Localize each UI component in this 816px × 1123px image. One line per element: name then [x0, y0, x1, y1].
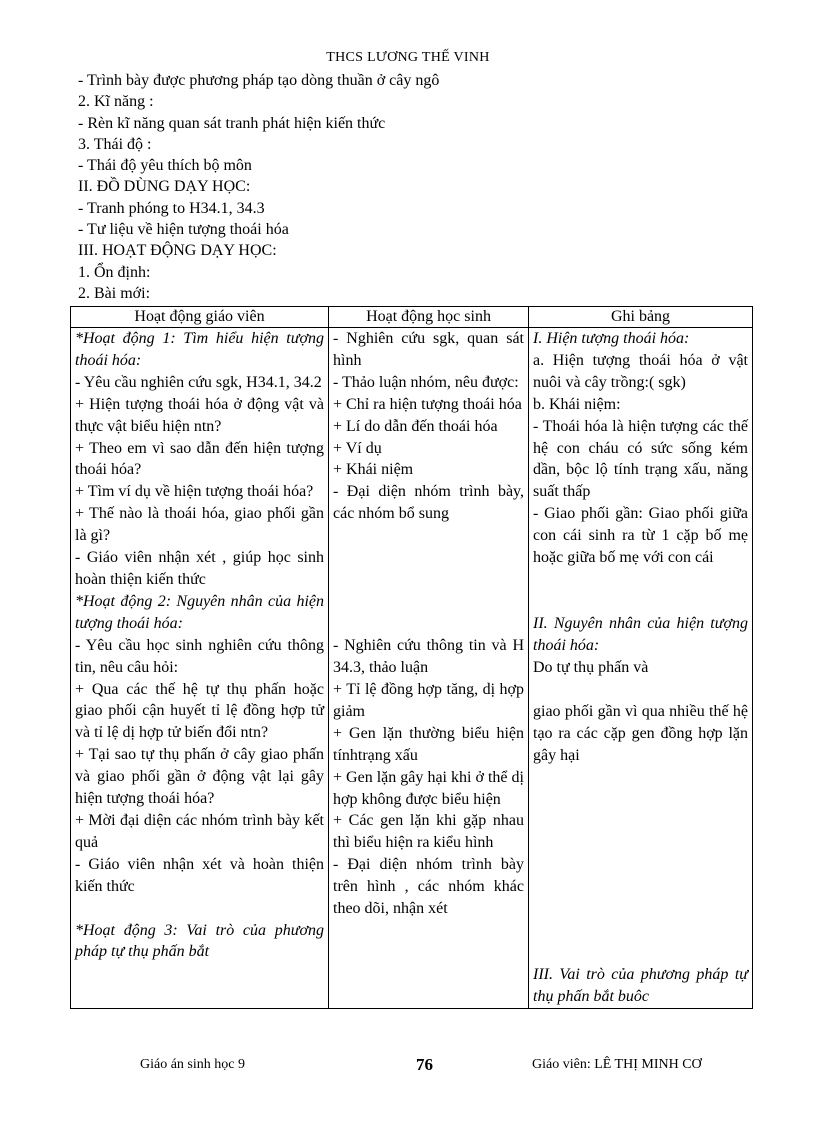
lesson-table: [70, 306, 753, 1009]
teacher-item: - Yêu cầu học sinh nghiên cứu thông tin, nêu câu hỏi:: [75, 636, 324, 676]
board-heading: I. Hiện tượng thoái hóa:: [533, 330, 690, 347]
student-item: + Gen lặn thường biểu hiện tínhtrạng xấu: [333, 724, 524, 764]
student-item: - Nghiên cứu thông tin và H 34.3, thảo luận: [333, 637, 524, 677]
teacher-activity-cell: [71, 328, 329, 1009]
intro-line: 2. Bài mới:: [78, 284, 151, 302]
teacher-item: + Hiện tượng thoái hóa ở động vật và thực vật biểu hiện ntn?: [75, 395, 324, 435]
board-item: Do tự thụ phấn và: [533, 658, 649, 676]
student-item: + Tỉ lệ đồng hợp tăng, dị hợp giảm: [333, 680, 524, 720]
teacher-item: + Theo em vì sao dẫn đến hiện tượng thoái hóa?: [75, 439, 324, 479]
student-item: - Đại diện nhóm trình bày, các nhóm bổ sung: [333, 483, 524, 523]
student-item: - Đại diện nhóm trình bày trên hình , các nhóm khác theo dõi, nhận xét: [333, 856, 524, 918]
footer-left: Giáo án sinh học 9: [140, 1057, 245, 1072]
board-item: giao phối gần vì qua nhiều thế hệ tạo ra các cặp gen đồng hợp lặn gây hại: [533, 702, 748, 764]
student-item: + Khái niệm: [333, 461, 414, 479]
intro-line: III. HOẠT ĐỘNG DẠY HỌC:: [78, 242, 277, 260]
teacher-item: + Tìm ví dụ về hiện tượng thoái hóa?: [75, 483, 314, 501]
teacher-item: + Tại sao tự thụ phấn ở cây giao phấn và giao phối gần ở động vật lại gây hiện tượng thoái hóa?: [75, 746, 324, 808]
intro-line: - Trình bày được phương pháp tạo dòng thuần ở cây ngô: [78, 72, 440, 89]
spacer: [533, 569, 748, 613]
student-item: - Thảo luận nhóm, nêu được:: [333, 373, 519, 391]
board-item: - Giao phối gần: Giao phối giữa con cái sinh ra từ 1 cặp bố mẹ hoặc giữa bố mẹ với con cái: [533, 505, 748, 567]
student-item: + Ví dụ: [333, 439, 382, 457]
intro-line: - Tư liệu về hiện tượng thoái hóa: [78, 221, 289, 239]
intro-line: - Tranh phóng to H34.1, 34.3: [78, 199, 265, 217]
board-item: b. Khái niệm:: [533, 395, 621, 413]
student-item: + Các gen lặn khi gặp nhau thì biểu hiện ra kiểu hình: [333, 812, 524, 852]
board-heading: III. Vai trò của phương pháp tự thụ phấn bắt buôc: [533, 966, 748, 1006]
activity-heading: *Hoạt động 3: Vai trò của phương pháp tự thụ phấn bắt: [75, 921, 324, 961]
teacher-item: + Thế nào là thoái hóa, giao phối gần là gì?: [75, 505, 324, 545]
intro-line: 1. Ổn định:: [78, 263, 151, 281]
teacher-item: - Giáo viên nhận xét và hoàn thiện kiến thức: [75, 855, 324, 895]
teacher-item: + Qua các thế hệ tự thụ phấn hoặc giao phối cận huyết tỉ lệ đồng hợp tử và tỉ lệ dị hợp tử biến đổi ntn?: [75, 680, 324, 742]
column-header-student: Hoạt động học sinh: [329, 307, 529, 328]
column-header-board: Ghi bảng: [529, 307, 753, 328]
footer-right: Giáo viên: LÊ THỊ MINH CƠ: [532, 1057, 702, 1072]
student-item: + Gen lặn gây hại khi ở thể dị hợp không được biểu hiện: [333, 768, 524, 808]
spacer: [333, 525, 524, 635]
student-activity-cell: [329, 328, 529, 1009]
board-item: a. Hiện tượng thoái hóa ở vật nuôi và cây trồng:( sgk): [533, 351, 748, 391]
page-number: 76: [416, 1055, 433, 1074]
student-item: - Nghiên cứu sgk, quan sát hình: [333, 330, 524, 369]
teacher-item: - Yêu cầu nghiên cứu sgk, H34.1, 34.2: [75, 373, 322, 391]
spacer: [533, 679, 748, 701]
teacher-item: - Giáo viên nhận xét , giúp học sinh hoàn thiện kiến thức: [75, 549, 324, 588]
activity-heading: *Hoạt động 2: Nguyên nhân của hiện tượng thoái hóa:: [75, 592, 324, 632]
table-row: [71, 328, 753, 1009]
spacer: [75, 898, 324, 920]
intro-line: 3. Thái độ :: [78, 135, 152, 153]
spacer: [533, 766, 748, 964]
table-header-row: [71, 307, 753, 328]
activity-heading: *Hoạt động 1: Tìm hiểu hiện tượng thoái hóa:: [75, 330, 324, 369]
intro-line: II. ĐỒ DÙNG DẠY HỌC:: [78, 178, 251, 196]
intro-line: - Rèn kĩ năng quan sát tranh phát hiện kiến thức: [78, 114, 386, 132]
board-notes-cell: [529, 328, 753, 1009]
intro-line: - Thái độ yêu thích bộ môn: [78, 157, 252, 175]
teacher-item: + Mời đại diện các nhóm trình bày kết quả: [75, 811, 324, 851]
page-header: THCS LƯƠNG THẾ VINH: [326, 50, 490, 65]
student-item: + Lí do dẫn đến thoái hóa: [333, 417, 498, 435]
board-heading: II. Nguyên nhân của hiện tượng thoái hóa:: [533, 614, 748, 654]
intro-line: 2. Kĩ năng :: [78, 93, 154, 111]
column-header-teacher: Hoạt động giáo viên: [71, 307, 329, 328]
student-item: + Chỉ ra hiện tượng thoái hóa: [333, 395, 522, 413]
board-item: - Thoái hóa là hiện tượng các thế hệ con cháu có sức sống kém dần, bộc lộ tính trạng xấu, năng suất thấp: [533, 417, 748, 501]
intro-section: [78, 70, 758, 304]
